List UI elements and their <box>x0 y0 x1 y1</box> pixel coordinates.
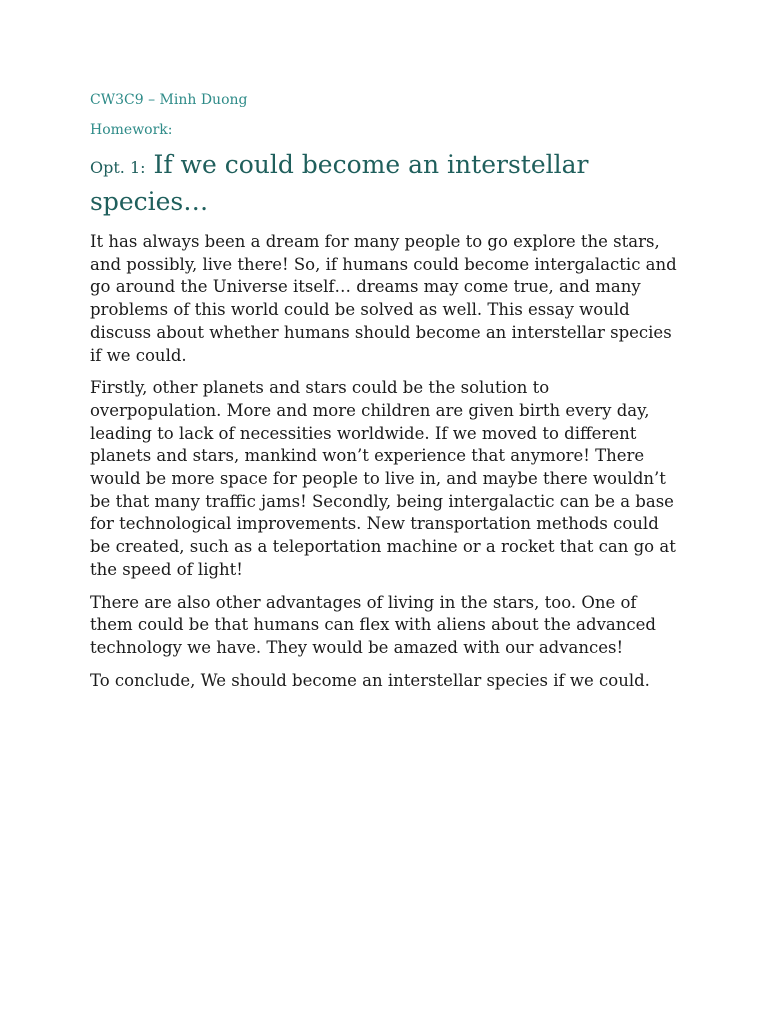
paragraph-3: There are also other advantages of living in the stars, too. One of them could be that humans can flex with aliens about the advanced technology we have. They would be amazed with our advances! <box>90 592 656 657</box>
option-prefix: Opt. 1: <box>90 158 146 177</box>
paragraph-1: It has always been a dream for many people to go explore the stars, and possibly, live there! So, if humans could become intergalactic and go around the Universe itself… dreams may come true, and many problems of this world could be solved as well. This essay would discuss about whether humans should become an interstellar species if we could. <box>90 232 677 365</box>
paragraph-2: Firstly, other planets and stars could be the solution to overpopulation. More and more children are given birth every day, leading to lack of necessities worldwide. If we moved to different planets and stars, mankind won’t experience that anymore! There would be more space for people to live in, and maybe there wouldn’t be that many traffic jams! Secondly, being intergalactic can be a base for technological improvements. New transportation methods could be created, such as a teleportation machine or a rocket that can go at the speed of light! <box>90 378 676 579</box>
essay-body <box>90 231 678 692</box>
course-author-line: CW3C9 – Minh Duong <box>90 92 248 108</box>
essay-title <box>90 148 678 219</box>
homework-label: Homework: <box>90 122 173 138</box>
title-text: If we could become an interstellar species… <box>90 150 589 216</box>
paragraph-4: To conclude, We should become an interstellar species if we could. <box>90 670 650 690</box>
